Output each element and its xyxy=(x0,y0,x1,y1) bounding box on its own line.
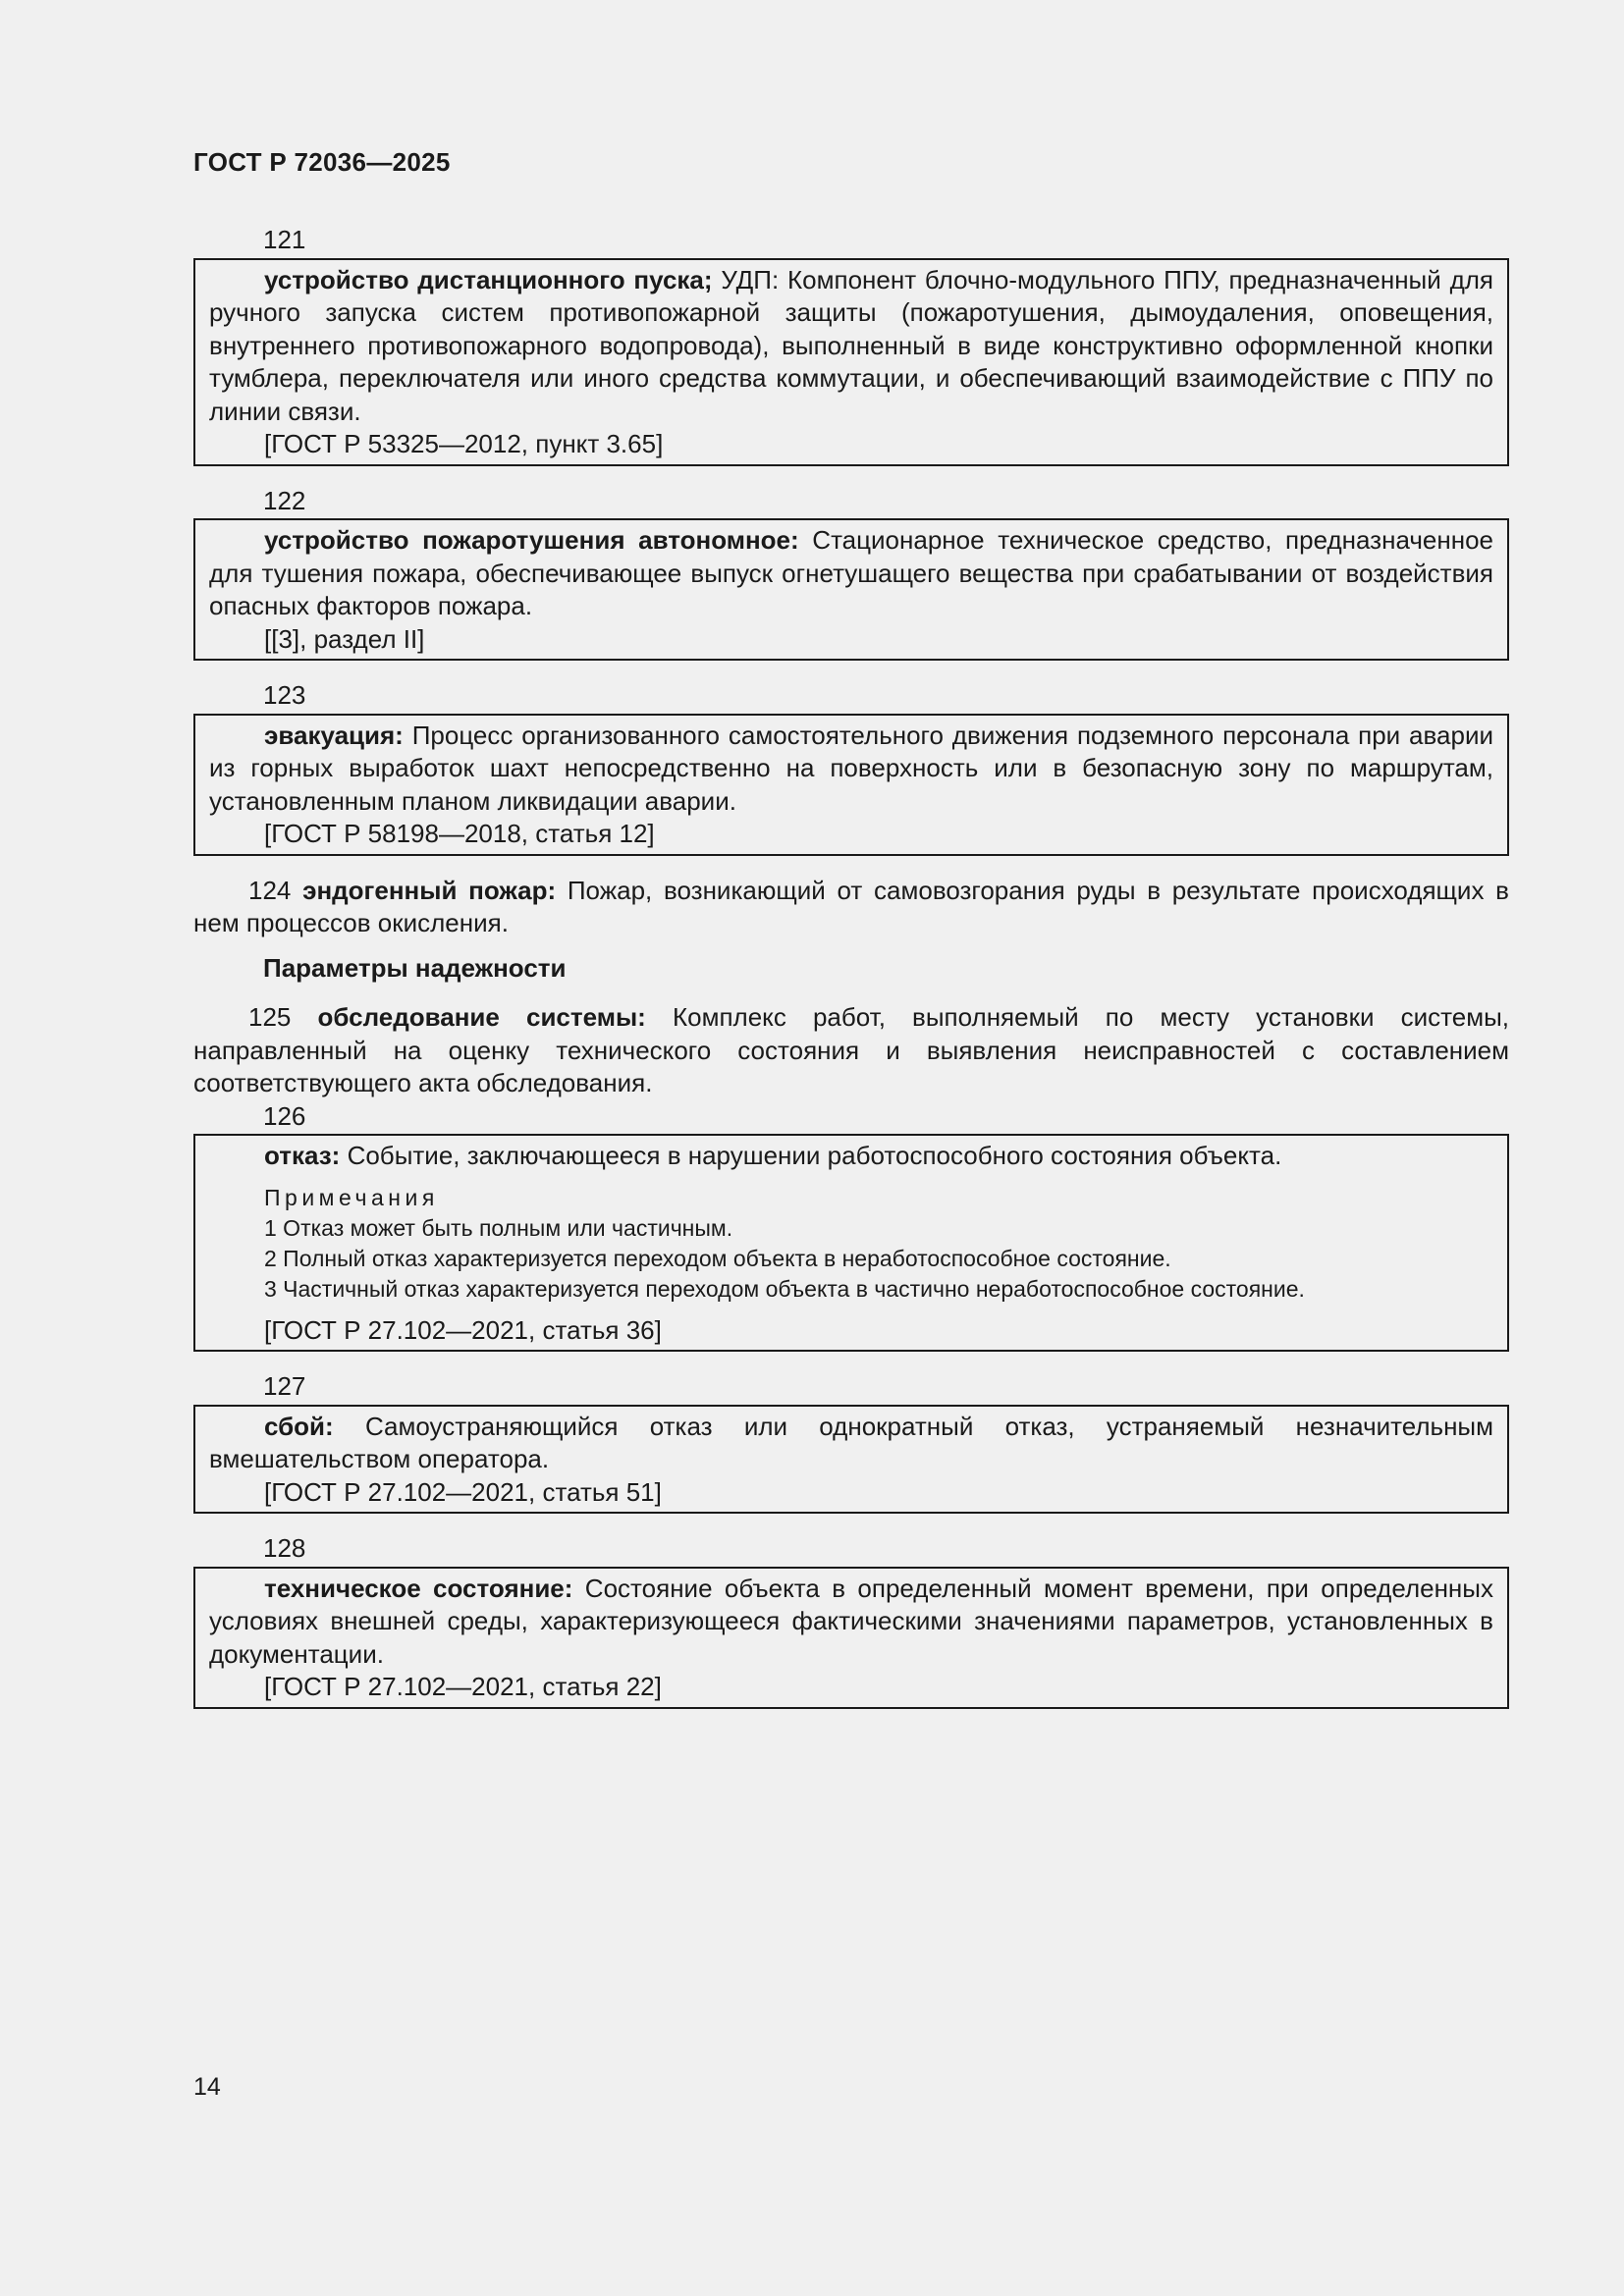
term-plain xyxy=(193,875,1509,940)
note-item: 1 Отказ может быть полным или частичным. xyxy=(264,1214,733,1241)
terms-content xyxy=(193,224,1509,1728)
term-paragraph xyxy=(209,1140,1493,1173)
term-plain xyxy=(193,1001,1509,1100)
term-box xyxy=(193,1567,1509,1709)
term-source: [ГОСТ Р 27.102—2021, статья 51] xyxy=(264,1476,662,1507)
section-heading: Параметры надежности xyxy=(263,952,567,983)
term-paragraph xyxy=(193,1001,1509,1100)
term-name: сбой: xyxy=(264,1411,334,1441)
term-box xyxy=(193,1405,1509,1515)
term-paragraph xyxy=(209,1411,1493,1476)
term-box xyxy=(193,714,1509,856)
term-name: техническое состояние: xyxy=(264,1573,573,1603)
term-name: эвакуация: xyxy=(264,720,404,750)
note-item: 2 Полный отказ характеризуется переходом объекта в неработоспособное состояние. xyxy=(264,1245,1171,1271)
term-definition: УДП: Компонент блочно-модульного ППУ, предназначенный для ручного запуска систем противопожарной защиты (пожаротушения, дымоудаления, оповещения, внутреннего противопожарного водопровода), выполненный в виде конструктивно оформленной кнопки тумблера, переключателя или иного средства коммутации, и обеспечивающий взаимодействие с ППУ по линии связи. xyxy=(209,264,1493,426)
term-paragraph xyxy=(209,264,1493,429)
term-source: [ГОСТ Р 58198—2018, статья 12] xyxy=(264,819,655,848)
term-name: отказ: xyxy=(264,1141,341,1170)
notes-block xyxy=(209,1183,1493,1305)
document-header: ГОСТ Р 72036—2025 xyxy=(193,147,451,177)
term-definition: Состояние объекта в определенный момент времени, при определенных условиях внешней среды, характеризующееся фактическими значениями параметров, установленных в документации. xyxy=(209,1573,1493,1669)
page-number: 14 xyxy=(193,2073,221,2101)
term-name: устройство пожаротушения автономное: xyxy=(264,525,799,555)
term-box xyxy=(193,518,1509,661)
term-source: [[3], раздел II] xyxy=(264,623,425,654)
term-number: 121 xyxy=(263,225,306,254)
term-box xyxy=(193,258,1509,466)
term-number: 122 xyxy=(263,485,306,515)
term-definition: Процесс организованного самостоятельного движения подземного персонала при аварии из горных выработок шахт непосредственно на поверхность или в безопасную зону по маршрутам, установленным планом ликвидации аварии. xyxy=(209,720,1493,816)
term-box xyxy=(193,1134,1509,1352)
term-definition: Пожар, возникающий от самовозгорания руды в результате происходящих в нем процессов окисления. xyxy=(193,875,1509,937)
notes-title: Примечания xyxy=(264,1184,439,1210)
term-source: [ГОСТ Р 53325—2012, пункт 3.65] xyxy=(264,429,664,458)
term-definition: Комплекс работ, выполняемый по месту установки системы, направленный на оценку технического состояния и выявления неисправностей с составлением соответствующего акта обследования. xyxy=(193,1002,1509,1097)
term-name: обследование системы: xyxy=(317,1002,646,1032)
term-source: [ГОСТ Р 27.102—2021, статья 22] xyxy=(264,1672,662,1701)
term-definition: Самоустраняющийся отказ или однократный отказ, устраняемый незначительным вмешательством оператора. xyxy=(209,1411,1493,1473)
term-paragraph xyxy=(209,524,1493,623)
term-name: устройство дистанционного пуска; xyxy=(264,264,713,294)
term-number: 124 xyxy=(248,875,292,905)
term-number: 128 xyxy=(263,1533,306,1563)
term-number: 125 xyxy=(248,1002,292,1032)
term-number: 127 xyxy=(263,1371,306,1401)
note-item: 3 Частичный отказ характеризуется переходом объекта в частично неработоспособное состояние. xyxy=(264,1275,1305,1302)
term-paragraph xyxy=(193,875,1509,940)
term-definition: Стационарное техническое средство, предназначенное для тушения пожара, обеспечивающее выпуск огнетушащего вещества при срабатывании от воздействия опасных факторов пожара. xyxy=(209,525,1493,620)
term-paragraph xyxy=(209,720,1493,819)
term-number: 123 xyxy=(263,680,306,710)
term-name: эндогенный пожар: xyxy=(302,875,557,905)
term-number: 126 xyxy=(263,1100,306,1131)
term-definition: Событие, заключающееся в нарушении работоспособного состояния объекта. xyxy=(340,1141,1282,1170)
term-source: [ГОСТ Р 27.102—2021, статья 36] xyxy=(264,1314,662,1345)
term-paragraph xyxy=(209,1573,1493,1672)
